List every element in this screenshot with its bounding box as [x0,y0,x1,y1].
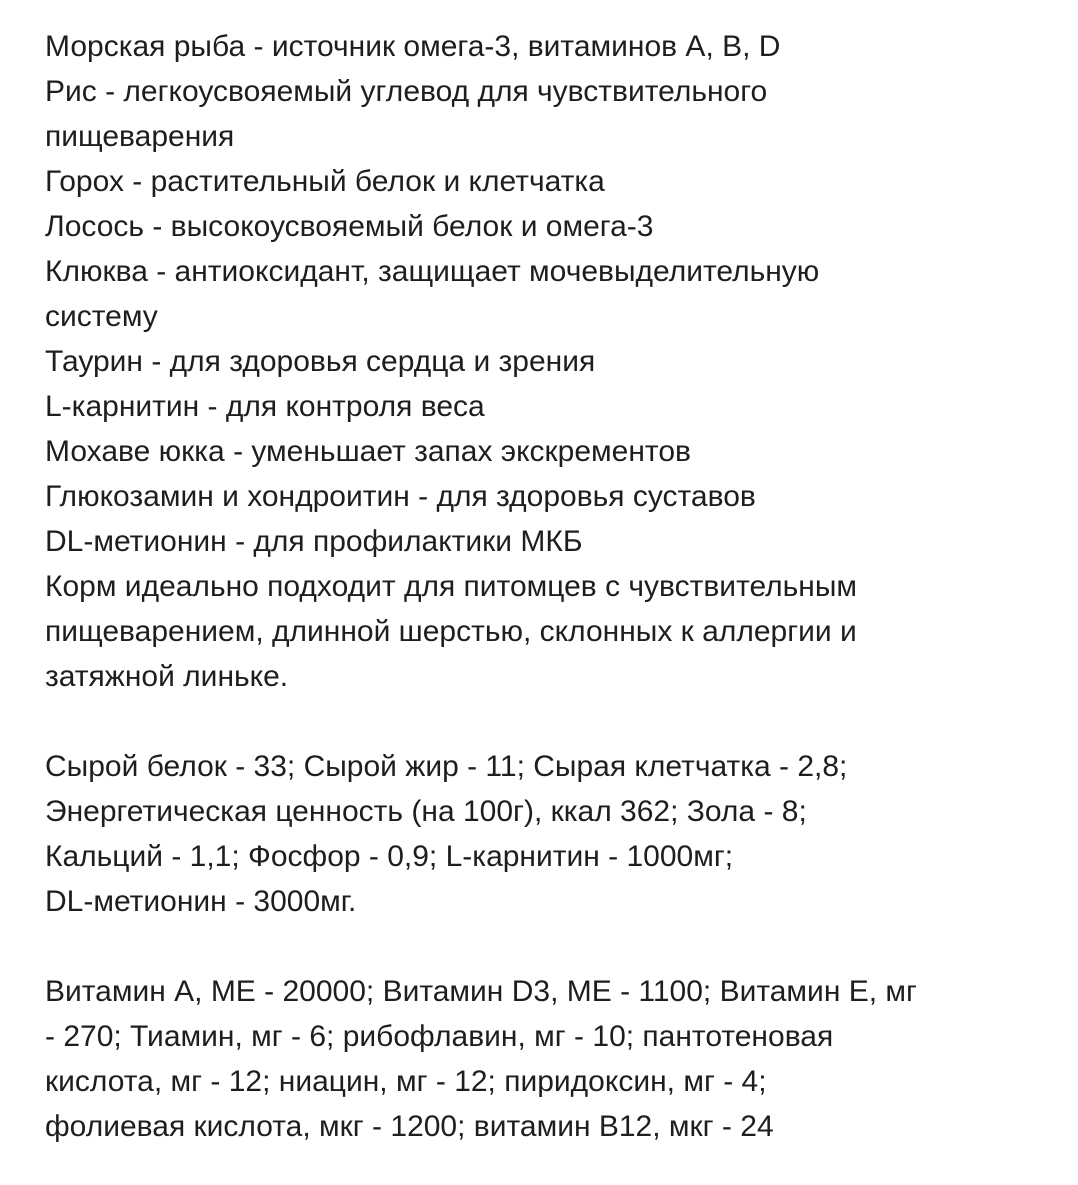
ingredient-line: L-карнитин - для контроля веса [45,390,485,423]
description-line: Корм идеально подходит для питомцев с чувствительным [45,570,858,603]
description-line: затяжной линьке. [45,660,289,693]
composition-line: Кальций - 1,1; Фосфор - 0,9; L-карнитин - 1000мг; [45,840,734,873]
composition-line: DL-метионин - 3000мг. [45,885,357,918]
composition-section [45,744,1045,924]
section-divider [45,924,1045,969]
ingredient-line: Лосось - высокоусвояемый белок и омега-3 [45,210,654,243]
composition-line: Сырой белок - 33; Сырой жир - 11; Сырая клетчатка - 2,8; [45,750,848,783]
ingredient-line: Мохаве юкка - уменьшает запах экскрементов [45,435,691,468]
ingredient-line: Рис - легкоусвояемый углевод для чувствительного [45,75,768,108]
vitamins-line: кислота, мг - 12; ниацин, мг - 12; пиридоксин, мг - 4; [45,1065,767,1098]
vitamins-line: фолиевая кислота, мкг - 1200; витамин B12, мкг - 24 [45,1110,774,1143]
document-body [45,24,1045,1149]
ingredient-line: DL-метионин - для профилактики МКБ [45,525,583,558]
ingredient-line: Глюкозамин и хондроитин - для здоровья суставов [45,480,756,513]
description-line: пищеварением, длинной шерстью, склонных к аллергии и [45,615,857,648]
vitamins-section [45,969,1045,1149]
ingredient-line: Горох - растительный белок и клетчатка [45,165,605,198]
section-divider [45,699,1045,744]
vitamins-line: - 270; Тиамин, мг - 6; рибофлавин, мг - 10; пантотеновая [45,1020,834,1053]
ingredient-line: Таурин - для здоровья сердца и зрения [45,345,596,378]
ingredient-line: Клюква - антиоксидант, защищает мочевыделительную [45,255,820,288]
vitamins-line: Витамин A, МЕ - 20000; Витамин D3, МЕ - 1100; Витамин E, мг [45,975,917,1008]
ingredients-section [45,24,1045,699]
ingredient-line: систему [45,300,158,333]
composition-line: Энергетическая ценность (на 100г), ккал 362; Зола - 8; [45,795,807,828]
ingredient-line: Морская рыба - источник омега-3, витаминов A, B, D [45,30,781,63]
ingredient-line: пищеварения [45,120,235,153]
